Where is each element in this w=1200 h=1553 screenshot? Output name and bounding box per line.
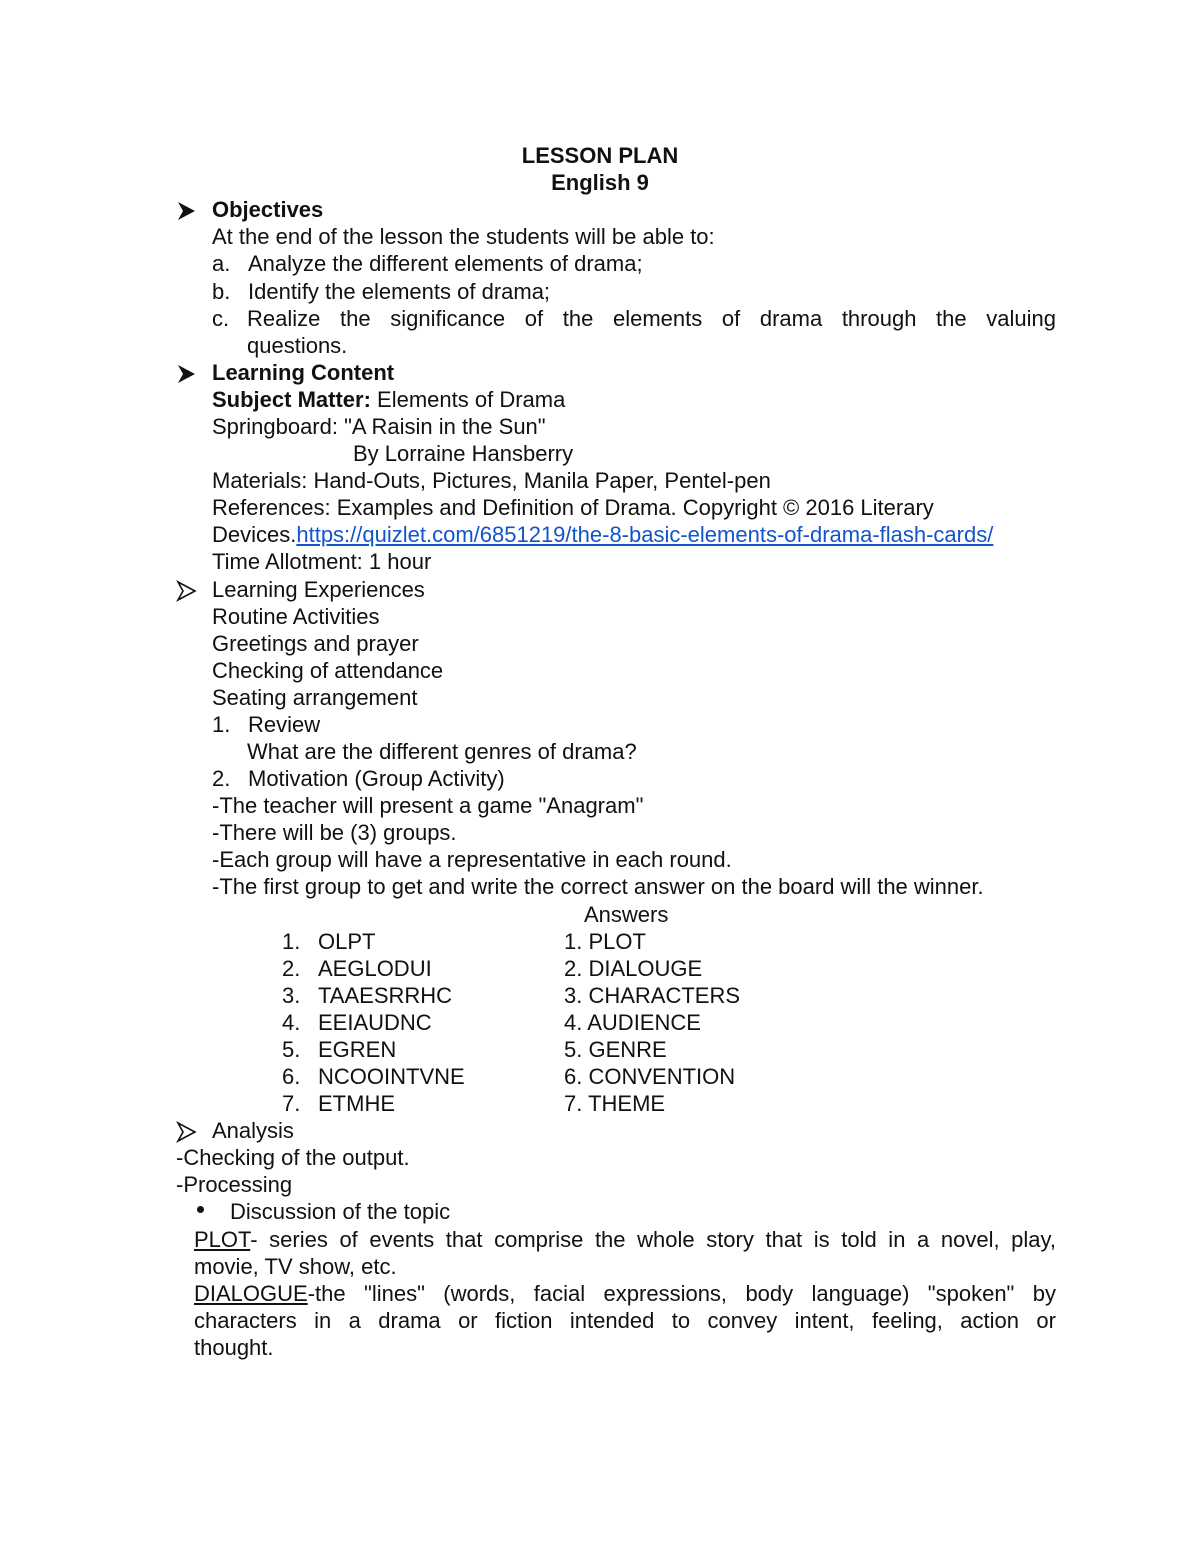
plot-term: PLOT bbox=[194, 1227, 251, 1252]
anagram-answer: 3. CHARACTERS bbox=[564, 983, 741, 1008]
anagram-number: 3. bbox=[282, 983, 301, 1008]
objective-item-c bbox=[212, 305, 248, 332]
motivation-label: 2. bbox=[212, 766, 231, 791]
instruction-line: -There will be (3) groups. bbox=[212, 820, 457, 845]
subject-matter-value: Elements of Drama bbox=[370, 387, 566, 412]
answers-heading: Answers bbox=[584, 902, 669, 927]
objective-item-c-continued: questions. bbox=[247, 333, 348, 358]
references-continued bbox=[212, 521, 993, 548]
anagram-word: ETMHE bbox=[318, 1091, 395, 1116]
anagram-word: AEGLODUI bbox=[318, 956, 432, 981]
anagram-word: TAAESRRHC bbox=[318, 983, 453, 1008]
routine-activities: Routine Activities bbox=[212, 604, 380, 629]
bullet-dot-icon bbox=[197, 1206, 204, 1213]
learning-content-heading: Learning Content bbox=[212, 360, 395, 385]
springboard-author: By Lorraine Hansberry bbox=[353, 441, 574, 466]
instruction-line: -The teacher will present a game "Anagram" bbox=[212, 793, 644, 818]
dialogue-text: -the "lines" (words, facial expressions, body language) "spoken" by bbox=[307, 1281, 1056, 1306]
objectives-intro: At the end of the lesson the students will be able to: bbox=[212, 224, 715, 249]
review-item bbox=[212, 711, 320, 738]
analysis-checking: -Checking of the output. bbox=[176, 1145, 410, 1170]
dialogue-definition-continued: characters in a drama or fiction intended to convey intent, feeling, action or bbox=[194, 1308, 1056, 1333]
objectives-heading: Objectives bbox=[212, 197, 324, 222]
materials: Materials: Hand-Outs, Pictures, Manila Paper, Pentel-pen bbox=[212, 468, 771, 493]
plot-definition-continued: movie, TV show, etc. bbox=[194, 1254, 397, 1279]
arrow-outline-bullet-icon bbox=[176, 580, 198, 602]
anagram-word: EEIAUDNC bbox=[318, 1010, 432, 1035]
anagram-word: NCOOINTVNE bbox=[318, 1064, 465, 1089]
anagram-number: 2. bbox=[282, 956, 301, 981]
anagram-answer: 4. AUDIENCE bbox=[564, 1010, 701, 1035]
attendance: Checking of attendance bbox=[212, 658, 444, 683]
objective-text: Identify the elements of drama; bbox=[248, 279, 551, 304]
anagram-number: 7. bbox=[282, 1091, 301, 1116]
page-title: LESSON PLAN bbox=[521, 143, 679, 168]
references-prefix: Devices. bbox=[212, 522, 297, 547]
anagram-row bbox=[282, 1036, 396, 1063]
seating: Seating arrangement bbox=[212, 685, 418, 710]
objective-item-a bbox=[212, 250, 643, 277]
anagram-row bbox=[282, 982, 452, 1009]
analysis-heading: Analysis bbox=[212, 1118, 294, 1143]
anagram-answer: 2. DIALOUGE bbox=[564, 956, 703, 981]
anagram-word: OLPT bbox=[318, 929, 376, 954]
objective-label: b. bbox=[212, 279, 231, 304]
greetings: Greetings and prayer bbox=[212, 631, 419, 656]
review-text: Review bbox=[248, 712, 321, 737]
anagram-row bbox=[282, 1009, 432, 1036]
motivation-text: Motivation (Group Activity) bbox=[248, 766, 505, 791]
objective-label: a. bbox=[212, 251, 231, 276]
arrow-outline-bullet-icon bbox=[176, 1121, 198, 1143]
dialogue-definition-line bbox=[194, 1280, 1056, 1307]
analysis-processing: -Processing bbox=[176, 1172, 293, 1197]
reference-link[interactable]: https://quizlet.com/6851219/the-8-basic-elements-of-drama-flash-cards/ bbox=[296, 522, 994, 547]
anagram-answer: 7. THEME bbox=[564, 1091, 666, 1116]
subject-matter-label: Subject Matter: bbox=[212, 387, 371, 412]
learning-experiences-heading: Learning Experiences bbox=[212, 577, 425, 602]
references: References: Examples and Definition of Drama. Copyright © 2016 Literary bbox=[212, 495, 934, 520]
instruction-line: -Each group will have a representative in each round. bbox=[212, 847, 732, 872]
objective-label: c. bbox=[212, 306, 230, 331]
objective-text: Analyze the different elements of drama; bbox=[248, 251, 643, 276]
anagram-number: 5. bbox=[282, 1037, 301, 1062]
anagram-row bbox=[282, 955, 432, 982]
arrow-bullet-icon bbox=[176, 363, 198, 385]
plot-text: - series of events that comprise the whole story that is told in a novel, play, bbox=[250, 1227, 1056, 1252]
anagram-word: EGREN bbox=[318, 1037, 397, 1062]
anagram-answer: 6. CONVENTION bbox=[564, 1064, 736, 1089]
dialogue-definition-end: thought. bbox=[194, 1335, 274, 1360]
anagram-row bbox=[282, 1063, 465, 1090]
plot-definition-line bbox=[194, 1226, 1056, 1253]
anagram-row bbox=[282, 928, 375, 955]
anagram-number: 1. bbox=[282, 929, 301, 954]
arrow-bullet-icon bbox=[176, 200, 198, 222]
anagram-number: 6. bbox=[282, 1064, 301, 1089]
anagram-number: 4. bbox=[282, 1010, 301, 1035]
objective-item-b bbox=[212, 278, 550, 305]
springboard: Springboard: "A Raisin in the Sun" bbox=[212, 414, 546, 439]
subject-matter bbox=[212, 386, 565, 413]
anagram-answer: 5. GENRE bbox=[564, 1037, 667, 1062]
instruction-line: -The first group to get and write the correct answer on the board will the winner. bbox=[212, 874, 984, 899]
anagram-row bbox=[282, 1090, 395, 1117]
page-subtitle: English 9 bbox=[551, 170, 649, 195]
objective-text: Realize the significance of the elements of drama through the valuing bbox=[247, 306, 1056, 331]
discussion-topic: Discussion of the topic bbox=[230, 1199, 451, 1224]
motivation-item bbox=[212, 765, 505, 792]
time-allotment: Time Allotment: 1 hour bbox=[212, 549, 432, 574]
anagram-answer: 1. PLOT bbox=[564, 929, 646, 954]
review-label: 1. bbox=[212, 712, 231, 737]
dialogue-term: DIALOGUE bbox=[194, 1281, 308, 1306]
review-question: What are the different genres of drama? bbox=[247, 739, 637, 764]
